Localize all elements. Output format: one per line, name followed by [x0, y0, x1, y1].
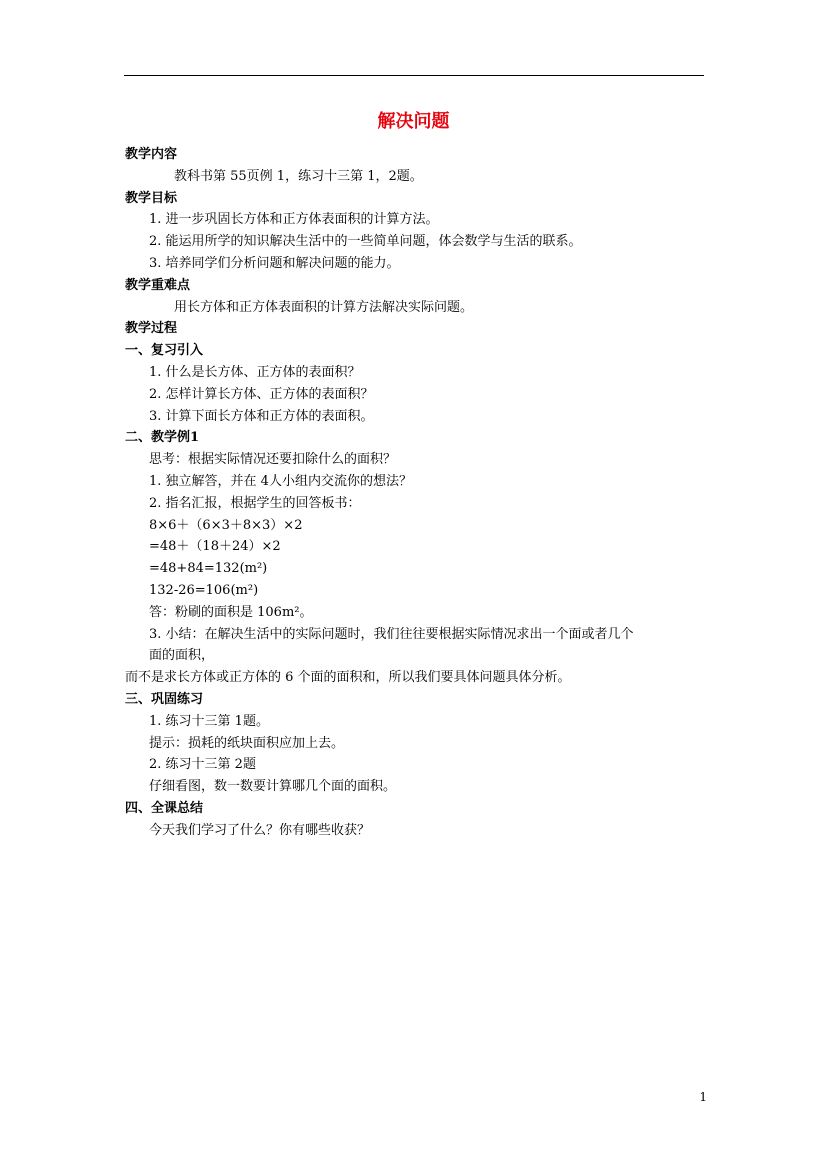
body-line: 3. 计算下面长方体和正方体的表面积。 — [149, 408, 374, 424]
body-line: 答：粉刷的面积是 106m²。 — [149, 604, 313, 620]
header-rule — [124, 75, 704, 76]
body-line: 今天我们学习了什么？你有哪些收获？ — [149, 822, 371, 838]
section-heading: 二、教学例1 — [125, 430, 200, 446]
section-heading: 教学内容 — [125, 147, 178, 162]
body-line: 132-26=106(m²) — [149, 582, 259, 598]
body-line: 仔细看图，数一数要计算哪几个面的面积。 — [149, 779, 397, 795]
section-heading: 教学目标 — [125, 190, 178, 206]
section-heading: 教学重难点 — [125, 277, 191, 293]
body-line: 1. 什么是长方体、正方体的表面积？ — [149, 364, 361, 380]
body-line: 8×6＋（6×3＋8×3）×2 — [149, 517, 303, 533]
section-heading: 三、巩固练习 — [125, 691, 204, 707]
body-line: 思考：根据实际情况还要扣除什么的面积？ — [149, 452, 397, 468]
body-line: 面的面积， — [149, 648, 215, 664]
body-line: =48＋（18＋24）×2 — [149, 539, 281, 555]
body-line: 3. 小结：在解决生活中的实际问题时，我们往往要根据实际情况求出一个面或者几个 — [149, 626, 634, 642]
body-line: 2. 练习十三第 2题 — [149, 757, 256, 773]
page-number: 1 — [699, 1090, 707, 1104]
body-line: 1. 进一步巩固长方体和正方体表面积的计算方法。 — [149, 212, 439, 228]
section-heading: 四、全课总结 — [125, 800, 204, 816]
document-title: 解决问题 — [377, 111, 450, 132]
body-line: 2. 怎样计算长方体、正方体的表面积？ — [149, 386, 374, 402]
body-line: 用长方体和正方体表面积的计算方法解决实际问题。 — [174, 299, 474, 315]
body-line: 1. 独立解答，并在 4人小组内交流你的想法？ — [149, 473, 412, 489]
body-line: 3. 培养同学们分析问题和解决问题的能力。 — [149, 255, 400, 271]
body-line: =48+84=132(m²) — [149, 561, 268, 577]
body-line: 提示：损耗的纸块面积应加上去。 — [149, 735, 345, 751]
body-line: 教科书第 55页例 1，练习十三第 1，2题。 — [174, 168, 423, 184]
section-heading: 教学过程 — [125, 321, 178, 337]
section-heading: 一、复习引入 — [125, 343, 204, 359]
body-line: 而不是求长方体或正方体的 6 个面的面积和，所以我们要具体问题具体分析。 — [125, 670, 571, 686]
body-line: 2. 能运用所学的知识解决生活中的一些简单问题，体会数学与生活的联系。 — [149, 234, 582, 250]
body-line: 1. 练习十三第 1题。 — [149, 713, 269, 729]
body-line: 2. 指名汇报，根据学生的回答板书： — [149, 495, 361, 511]
document-body — [125, 144, 710, 842]
